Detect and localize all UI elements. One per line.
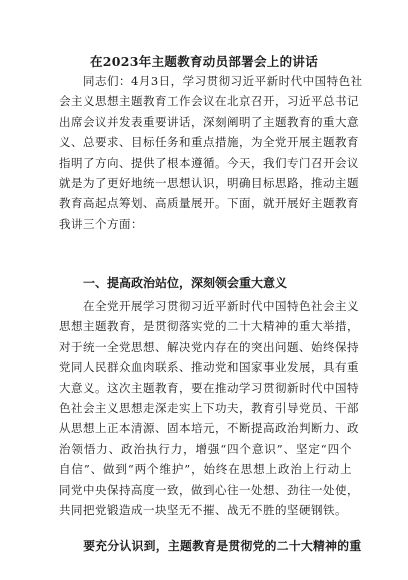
paragraph-line: 我讲三个方面：: [59, 216, 143, 231]
section-heading: 一、提高政治站位，深刻领会重大意义: [59, 276, 288, 290]
paragraph-line: 从思想上正本清源、固本培元，不断提高政治判断力、政: [59, 421, 359, 436]
paragraph-line: 共同把党锻造成一块坚无不摧、战无不胜的坚硬钢铁。: [59, 503, 347, 518]
paragraph-line: 会主义思想主题教育工作会议在北京召开，习近平总书记: [59, 94, 359, 109]
paragraph-line: 就是为了更好地统一思想认识，明确目标思路，推动主题: [59, 176, 359, 191]
paragraph-line: 对于统一全党思想、解决党内存在的突出问题、始终保持: [59, 339, 359, 354]
paragraph-line: 同志们：4月3日，学习贯彻习近平新时代中国特色社: [59, 74, 363, 88]
paragraph-line: 色社会主义思想走深走实上下功夫，教育引导党员、干部: [59, 401, 359, 416]
paragraph-line: 党同人民群众血肉联系、推动党和国家事业发展，具有重: [59, 360, 359, 375]
paragraph-line: 思想主题教育，是贯彻落实党的二十大精神的重大举措，: [59, 319, 359, 334]
paragraph-line: 指明了方向、提供了根本遵循。今天，我们专门召开会议: [59, 155, 359, 170]
document-title: 在2023年主题教育动员部署会上的讲话: [90, 54, 318, 69]
paragraph-line: 治领悟力、政治执行力，增强“四个意识”、坚定“四个: [59, 441, 352, 456]
opening-paragraph: [59, 71, 363, 234]
paragraph-line: 自信”、做到“两个维护”，始终在思想上政治上行动上: [59, 462, 352, 477]
paragraph-line: 大意义。这次主题教育，要在推动学习贯彻新时代中国特: [59, 380, 359, 395]
bold-paragraph-start: 要充分认识到，主题教育是贯彻党的二十大精神的重: [59, 539, 362, 553]
paragraph-line: 在全党开展学习贯彻习近平新时代中国特色社会主义: [59, 299, 359, 313]
paragraph-line: 教育高起点筹划、高质量展开。下面，就开展好主题教育: [59, 196, 359, 211]
section-paragraph: [59, 296, 359, 520]
paragraph-line: 出席会议并发表重要讲话，深刻阐明了主题教育的重大意: [59, 114, 359, 129]
paragraph-line: 义、总要求、目标任务和重点措施，为全党开展主题教育: [59, 135, 359, 150]
paragraph-line: 同党中央保持高度一致，做到心往一处想、劲往一处使，: [59, 482, 359, 497]
